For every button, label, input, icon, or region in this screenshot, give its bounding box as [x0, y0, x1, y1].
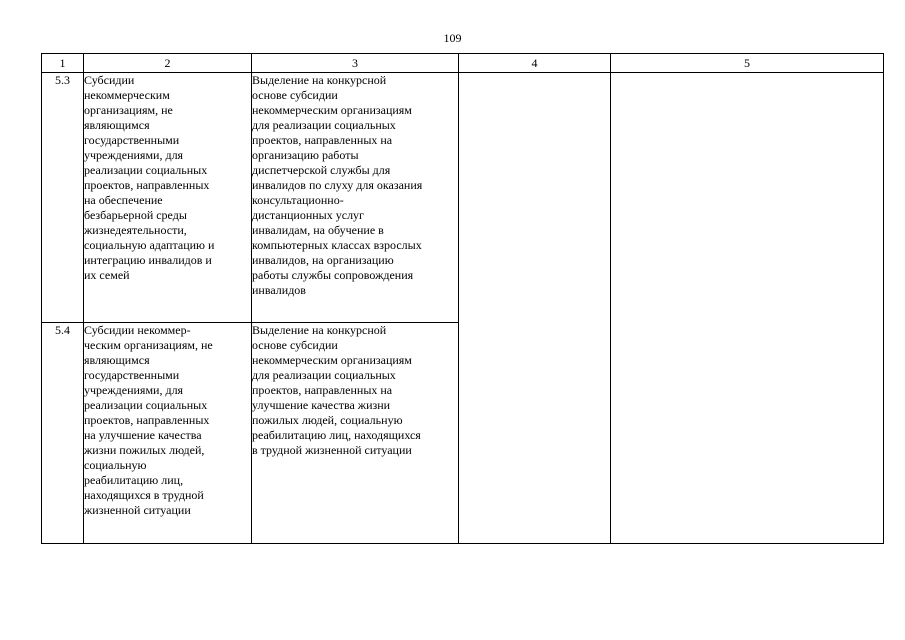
row-subsidy-name	[84, 323, 252, 544]
table-header-row	[42, 54, 884, 73]
row-subsidy-name	[84, 73, 252, 323]
header-col-3: 3	[252, 54, 459, 73]
document-table	[41, 53, 884, 544]
row-number: 5.4	[42, 323, 84, 544]
header-col-2: 2	[84, 54, 252, 73]
header-col-5: 5	[611, 54, 884, 73]
row-description	[252, 73, 459, 323]
cell-text: Субсидии некоммерческим организациям, не являющимся государственными учреждениями, для реализации социальных проектов, направленных на обеспечение безбарьерной среды жизнедеятельности, социальную адаптацию и интеграцию инвалидов и их семей	[84, 73, 215, 282]
cell-text: Выделение на конкурсной основе субсидии некоммерческим организациям для реализации социальных проектов, направленных на организацию работы диспетчерской службы для инвалидов по слуху для оказания консультационно- дистанционных услуг инвалидам, на обучение в компьютерных классах взрослых инвалидов, на организацию работы службы сопровождения инвалидов	[252, 73, 423, 297]
header-col-4: 4	[459, 54, 611, 73]
cell-text: Субсидии некоммер- ческим организациям, не являющимся государственными учреждениями, для реализации социальных проектов, направленных на улучшение качества жизни пожилых людей, социальную реабилитацию лиц, находящихся в трудной жизненной ситуации	[84, 323, 213, 517]
table-row	[42, 73, 884, 323]
page-number: 109	[443, 31, 462, 45]
header-col-1: 1	[42, 54, 84, 73]
col-4-cell	[459, 73, 611, 544]
cell-text: Выделение на конкурсной основе субсидии некоммерческим организациям для реализации социальных проектов, направленных на улучшение качества жизни пожилых людей, социальную реабилитацию лиц, находящихся в трудной жизненной ситуации	[252, 323, 421, 457]
row-number: 5.3	[42, 73, 84, 323]
row-description	[252, 323, 459, 544]
col-5-cell	[611, 73, 884, 544]
